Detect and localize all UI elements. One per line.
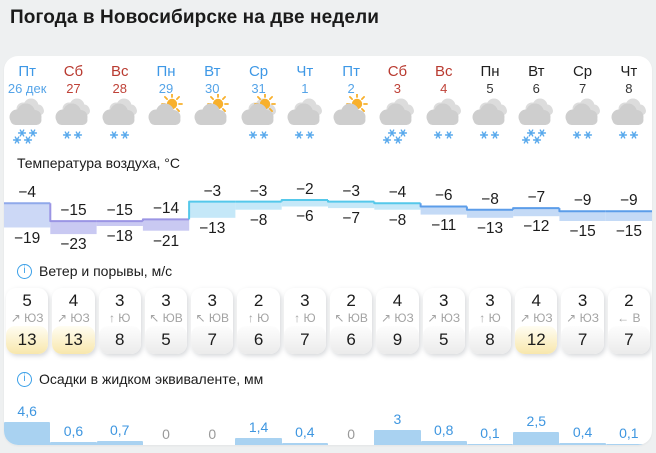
day-of-week: Чт [296, 63, 314, 80]
weather-icon-cell [421, 94, 467, 148]
day-date: 31 [251, 81, 266, 96]
wind-direction: ↗ ЮЗ [427, 311, 461, 325]
cloud-snow-icon [467, 94, 513, 146]
day-date: 27 [66, 81, 81, 96]
wind-gust: 13 [52, 326, 94, 354]
precipitation-cell [282, 394, 328, 445]
wind-direction-arrow-icon: ↗ [427, 311, 438, 325]
snowflake-icon [64, 132, 71, 138]
precipitation-value: 0 [347, 426, 356, 442]
snowflake-icon [14, 137, 21, 143]
day-column-header[interactable] [189, 63, 235, 96]
precipitation-value: 0,6 [63, 423, 84, 439]
low-temperature: −12 [523, 218, 550, 236]
snowflake-icon [539, 130, 546, 136]
low-temperature: −11 [431, 216, 457, 234]
snowflake-icon [384, 137, 391, 143]
day-of-week: Сб [63, 63, 84, 80]
low-temperature: −15 [615, 223, 642, 241]
precipitation-value: 0,1 [619, 424, 639, 441]
precipitation-cell [189, 394, 235, 445]
cloud-snow-icon [560, 94, 606, 146]
wind-card-cell [374, 286, 420, 358]
wind-gust: 6 [330, 326, 372, 354]
wind-direction: ↗ ЮЗ [519, 311, 553, 325]
cloud-snow-icon [606, 94, 652, 146]
precipitation-section-label-row [4, 358, 652, 394]
precipitation-cell [50, 394, 96, 445]
snowflake-icon [434, 132, 441, 138]
cloud-snow-icon [282, 94, 328, 146]
day-date: 3 [393, 81, 402, 96]
low-temperature: −7 [342, 210, 360, 228]
precipitation-bar [421, 441, 467, 445]
wind-speed: 3 [207, 291, 218, 310]
precipitation-cell [374, 394, 420, 445]
high-temperature: −9 [620, 192, 638, 210]
cloud-snow-heavy-icon [374, 94, 420, 146]
precipitation-value: 3 [393, 411, 402, 427]
wind-direction-arrow-icon: ↗ [381, 311, 392, 325]
precipitation-cell [4, 394, 50, 445]
high-temperature: −4 [18, 184, 36, 202]
low-temperature: −21 [152, 232, 180, 250]
wind-card [330, 288, 372, 354]
weather-icon-cell [374, 94, 420, 148]
day-date: 28 [112, 81, 127, 96]
high-temperature: −14 [152, 200, 180, 218]
day-of-week: Сб [387, 63, 408, 80]
weather-icon-cell [282, 94, 328, 148]
wind-direction-arrow-icon: ↗ [57, 311, 68, 325]
wind-direction-arrow-icon: ↗ [566, 311, 577, 325]
wind-direction: ↖ ЮВ [149, 311, 183, 325]
wind-card-cell [235, 286, 281, 358]
wind-speed: 2 [624, 291, 634, 310]
wind-card-cell [143, 286, 189, 358]
wind-card-cell [328, 286, 374, 358]
wind-gust: 8 [469, 326, 511, 354]
wind-card-cell [513, 286, 559, 358]
wind-card [515, 288, 557, 354]
high-temperature: −4 [388, 184, 407, 202]
snowflake-icon [75, 132, 82, 138]
day-column-header[interactable] [143, 63, 189, 96]
high-temperature: −15 [106, 202, 133, 220]
wind-gust: 7 [284, 326, 326, 354]
precipitation-value: 0,4 [572, 424, 593, 440]
precipitation-value: 4,6 [17, 403, 37, 419]
cloud-snow-icon [50, 94, 96, 146]
low-temperature: −15 [569, 223, 596, 241]
high-temperature: −9 [573, 192, 592, 210]
wind-gust: 7 [191, 326, 233, 354]
precipitation-value: 0,7 [109, 422, 130, 438]
precipitation-value: 0 [162, 426, 170, 442]
wind-gust: 12 [515, 326, 557, 354]
precipitation-bar [235, 438, 281, 445]
wind-direction: ↑ Ю [294, 311, 316, 325]
snowflake-icon [389, 130, 396, 136]
wind-direction-arrow-icon: ↖ [195, 311, 206, 325]
snowflake-icon [260, 132, 267, 138]
high-temperature: −3 [342, 182, 360, 200]
day-column-header[interactable] [97, 63, 143, 96]
wind-speed: 3 [300, 291, 310, 310]
precipitation-bar [559, 443, 605, 445]
snowflake-icon [400, 130, 407, 136]
high-temperature: −2 [296, 181, 314, 198]
weather-icon-cell [189, 94, 235, 148]
snowflake-icon [121, 132, 128, 138]
temperature-section-label-row [4, 148, 652, 178]
info-icon[interactable]: i [17, 372, 32, 387]
snowflake-icon [630, 132, 637, 138]
wind-gust: 9 [376, 326, 418, 354]
weather-icon-cell [513, 94, 559, 148]
low-temperature: −23 [60, 236, 87, 254]
snowflake-icon [523, 137, 530, 143]
low-temperature: −8 [388, 211, 407, 229]
wind-gust: 8 [99, 326, 141, 354]
cloud-snow-icon [421, 94, 467, 146]
snowflake-icon [25, 137, 32, 143]
wind-direction: ↗ ЮЗ [566, 311, 599, 325]
wind-card [6, 288, 48, 354]
wind-card [52, 288, 94, 354]
precipitation-value: 1,4 [248, 419, 269, 435]
wind-card [561, 288, 603, 354]
wind-card-cell [189, 286, 235, 358]
wind-speed: 5 [22, 291, 32, 310]
day-date: 2 [347, 81, 355, 96]
sun-cloud-icon [189, 94, 235, 146]
precipitation-section-label: Осадки в жидком эквиваленте, мм [39, 371, 264, 387]
cloud-snow-heavy-icon [513, 94, 559, 146]
weather-icon-cell [143, 94, 189, 148]
high-temperature: −15 [60, 202, 87, 220]
precipitation-bar-chart [4, 394, 652, 445]
precipitation-cell [421, 394, 467, 445]
day-of-week: Вс [434, 63, 453, 80]
high-temperature: −8 [481, 190, 499, 208]
day-of-week: Пн [480, 63, 500, 80]
precipitation-value: 2,5 [526, 413, 547, 429]
precipitation-bar [513, 432, 559, 445]
day-column-header[interactable] [4, 63, 50, 96]
wind-direction: ← В [617, 311, 641, 325]
day-date: 5 [486, 81, 494, 96]
wind-card [99, 288, 141, 354]
low-temperature: −6 [296, 208, 314, 226]
low-temperature: −13 [476, 219, 504, 237]
day-date: 6 [532, 81, 540, 96]
day-of-week: Пн [156, 63, 176, 80]
wind-direction-arrow-icon: ↖ [149, 311, 160, 325]
precipitation-bar [97, 441, 143, 445]
day-of-week: Ср [248, 63, 269, 80]
wind-row [4, 286, 652, 358]
snowflake-icon [492, 132, 499, 138]
day-date: 7 [578, 81, 587, 96]
day-of-week: Ср [572, 63, 593, 80]
high-temperature: −6 [434, 187, 453, 205]
day-column-header[interactable] [282, 63, 328, 96]
wind-card-cell [4, 286, 50, 358]
wind-direction-arrow-icon: ↖ [334, 311, 345, 325]
precipitation-bar [374, 430, 420, 445]
precipitation-cell [97, 394, 143, 445]
wind-speed: 4 [68, 291, 79, 310]
precipitation-bar [282, 443, 328, 445]
snowflake-icon [481, 132, 488, 138]
wind-direction-arrow-icon: ↑ [294, 311, 301, 325]
day-of-week: Вт [528, 63, 545, 80]
wind-card-cell [606, 286, 652, 358]
wind-gust: 5 [145, 326, 187, 354]
wind-direction: ↖ ЮВ [195, 311, 230, 325]
wind-card-cell [50, 286, 96, 358]
wind-speed: 4 [392, 291, 403, 310]
precipitation-value: 0 [208, 426, 217, 442]
page-title: Погода в Новосибирске на две недели [10, 7, 380, 28]
weather-icon-cell [97, 94, 143, 148]
sun-cloud-icon [328, 94, 374, 146]
snowflake-icon [19, 130, 26, 136]
snowflake-icon [295, 132, 302, 138]
wind-section-label: Ветер и порывы, м/с [39, 263, 173, 279]
weather-icon-cell [4, 94, 50, 148]
wind-direction-arrow-icon: ← [617, 311, 630, 325]
wind-gust: 7 [608, 326, 650, 354]
low-temperature: −8 [249, 211, 268, 229]
sun-cloud-snow-icon [236, 94, 282, 146]
temperature-band-chart [4, 178, 652, 256]
precipitation-value: 0,4 [295, 424, 315, 440]
wind-gust: 7 [561, 326, 603, 354]
high-temperature: −7 [527, 189, 546, 207]
precipitation-value: 0,8 [433, 422, 454, 438]
day-of-week: Пт [18, 63, 36, 80]
precipitation-cell [328, 394, 374, 445]
day-column-header[interactable] [606, 63, 652, 96]
wind-speed: 3 [577, 291, 588, 310]
day-column-header[interactable] [50, 63, 96, 96]
wind-direction: ↑ Ю [247, 311, 270, 325]
day-header-row [4, 56, 652, 94]
wind-gust: 6 [237, 326, 279, 354]
wind-card [469, 288, 511, 354]
snowflake-icon [528, 130, 535, 136]
sun-cloud-icon [143, 94, 189, 146]
wind-speed: 2 [253, 291, 264, 310]
wind-direction-arrow-icon: ↑ [479, 311, 486, 325]
day-column-header[interactable] [235, 63, 281, 96]
wind-card [237, 288, 279, 354]
day-of-week: Пт [342, 63, 360, 80]
wind-card-cell [467, 286, 513, 358]
precipitation-bar [4, 422, 50, 445]
cloud-snow-icon [97, 94, 143, 146]
wind-card-cell [282, 286, 328, 358]
wind-speed: 3 [114, 291, 125, 310]
low-temperature: −19 [13, 229, 41, 247]
snowflake-icon [573, 132, 580, 138]
wind-card-cell [421, 286, 467, 358]
precipitation-cell [467, 394, 513, 445]
snowflake-icon [619, 132, 626, 138]
wind-section-label-row [4, 256, 652, 286]
day-of-week: Вт [204, 63, 221, 80]
precipitation-bar [606, 444, 652, 446]
precipitation-cell [559, 394, 605, 445]
day-column-header[interactable] [328, 63, 374, 96]
snowflake-icon [584, 132, 591, 138]
wind-card [191, 288, 233, 354]
low-temperature: −13 [199, 219, 226, 237]
weather-icon-cell [328, 94, 374, 148]
day-of-week: Чт [620, 63, 638, 80]
cloud-snow-heavy-icon [4, 94, 50, 146]
wind-card-cell [97, 286, 143, 358]
snowflake-icon [249, 132, 256, 138]
wind-direction-arrow-icon: ↑ [247, 311, 254, 325]
wind-direction: ↗ ЮЗ [10, 311, 44, 325]
precipitation-cell [606, 394, 652, 445]
wind-speed: 3 [438, 291, 449, 310]
high-temperature: −3 [203, 182, 222, 200]
day-of-week: Вс [110, 63, 129, 80]
weather-icon-cell [606, 94, 652, 148]
temperature-section-label: Температура воздуха, °C [17, 155, 180, 171]
weather-icon-row [4, 94, 652, 148]
weather-icon-cell [467, 94, 513, 148]
snowflake-icon [110, 132, 117, 138]
precipitation-bar [50, 442, 96, 445]
wind-gust: 13 [6, 326, 48, 354]
weather-icon-cell [559, 94, 605, 148]
wind-speed: 4 [531, 291, 542, 310]
day-column-header[interactable] [559, 63, 605, 96]
forecast-card [4, 56, 652, 445]
day-date: 29 [158, 81, 174, 96]
day-column-header[interactable] [374, 63, 420, 96]
precipitation-cell [235, 394, 281, 445]
precipitation-cell [513, 394, 559, 445]
info-icon[interactable]: i [17, 264, 32, 279]
wind-card [608, 288, 650, 354]
wind-direction: ↗ ЮЗ [381, 311, 414, 325]
day-column-header[interactable] [513, 63, 559, 96]
snowflake-icon [534, 137, 541, 143]
weather-icon-cell [235, 94, 281, 148]
wind-speed: 3 [485, 291, 495, 310]
wind-card [145, 288, 187, 354]
day-date: 26 дек [7, 81, 47, 96]
wind-card [376, 288, 418, 354]
snowflake-icon [395, 137, 402, 143]
wind-direction: ↑ Ю [108, 311, 131, 325]
precipitation-bar [467, 444, 513, 446]
high-temperature: −3 [249, 182, 268, 200]
precipitation-cell [143, 394, 189, 445]
day-column-header[interactable] [467, 63, 513, 96]
wind-card [423, 288, 465, 354]
weather-icon-cell [50, 94, 96, 148]
wind-speed: 3 [161, 291, 171, 310]
precipitation-value: 0,1 [480, 424, 500, 441]
snowflake-icon [30, 130, 37, 136]
wind-direction: ↗ ЮЗ [57, 311, 90, 325]
snowflake-icon [445, 132, 452, 138]
wind-direction-arrow-icon: ↗ [519, 311, 530, 325]
snowflake-icon [306, 132, 313, 138]
wind-card [284, 288, 326, 354]
day-date: 8 [625, 81, 633, 96]
day-date: 30 [205, 81, 220, 96]
wind-speed: 2 [346, 291, 356, 310]
low-temperature: −18 [106, 227, 133, 245]
wind-direction-arrow-icon: ↑ [108, 311, 115, 325]
wind-gust: 5 [423, 326, 465, 354]
wind-direction-arrow-icon: ↗ [10, 311, 21, 325]
day-column-header[interactable] [421, 63, 467, 96]
wind-card-cell [559, 286, 605, 358]
wind-direction: ↖ ЮВ [334, 311, 368, 325]
day-date: 1 [301, 81, 309, 96]
day-date: 4 [440, 81, 448, 96]
wind-direction: ↑ Ю [479, 311, 501, 325]
